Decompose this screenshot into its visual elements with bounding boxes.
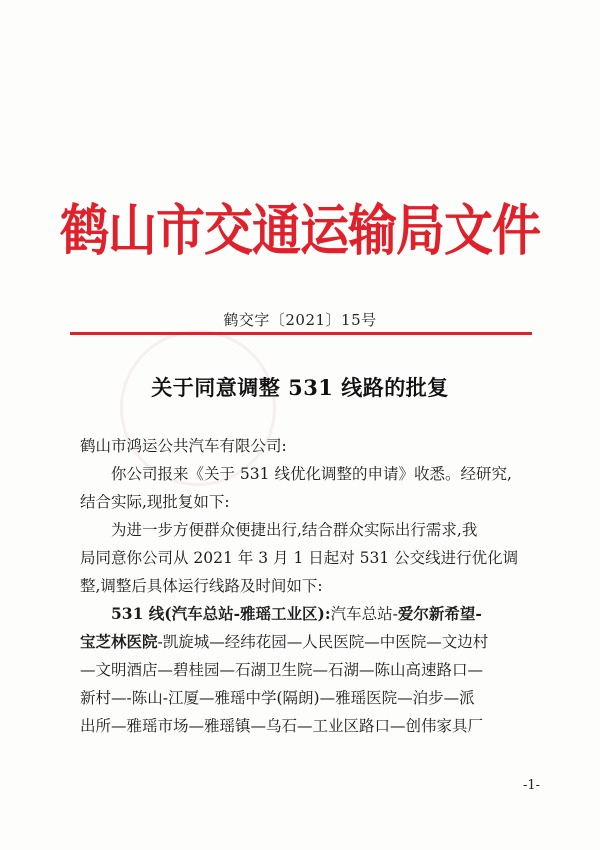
route-line-4: 新村—-陈山-江厦—雅瑶中学(隔朗)—雅瑶医院—泊步—派 bbox=[80, 689, 475, 707]
route-line-2-rest: -凯旋城—经纬花园—人民医院—中医院—文边村 bbox=[157, 633, 489, 651]
addressee-text: 鹤山市鸿运公共汽车有限公司: bbox=[80, 437, 287, 455]
route-line-3: —文明酒店—碧桂园—石湖卫生院—石湖—陈山高速路口— bbox=[80, 661, 484, 679]
route-line-1-start: 汽车总站- bbox=[330, 605, 398, 623]
route-line-1 bbox=[80, 600, 528, 628]
paragraph-1-line-1: 你公司报来《关于 531 线优化调整的申请》收悉。经研究, bbox=[111, 465, 512, 483]
document-body bbox=[80, 432, 528, 740]
document-title: 关于同意调整 531 线路的批复 bbox=[151, 375, 449, 400]
paragraph-1-line-2: 结合实际,现批复如下: bbox=[80, 493, 230, 511]
red-divider-line bbox=[70, 332, 532, 335]
route-line-5: 出所—雅瑶市场—雅瑶镇—乌石—工业区路口—创伟家具厂 bbox=[80, 717, 484, 735]
paragraph-2 bbox=[80, 516, 528, 600]
document-banner: 鹤山市交通运输局文件 bbox=[59, 199, 540, 263]
page-number: -1- bbox=[522, 778, 540, 793]
paragraph-2-line-3: 整,调整后具体运行线路及时间如下: bbox=[80, 577, 323, 595]
route-line-2-bold: 宝芝林医院 bbox=[80, 632, 158, 651]
paragraph-2-line-1: 为进一步方便群众便捷出行,结合群众实际出行需求,我 bbox=[111, 521, 478, 539]
route-line-2 bbox=[80, 628, 528, 656]
route-heading: 531 线(汽车总站-雅瑶工业区): bbox=[111, 604, 331, 623]
addressee bbox=[80, 432, 528, 460]
route-paragraph bbox=[80, 600, 528, 740]
paragraph-1 bbox=[80, 460, 528, 516]
document-number: 鹤交字〔2021〕15号 bbox=[223, 311, 377, 329]
route-line-1-bold: 爱尔新希望- bbox=[397, 604, 482, 623]
paragraph-2-line-2: 局同意你公司从 2021 年 3 月 1 日起对 531 公交线进行优化调 bbox=[80, 549, 519, 567]
